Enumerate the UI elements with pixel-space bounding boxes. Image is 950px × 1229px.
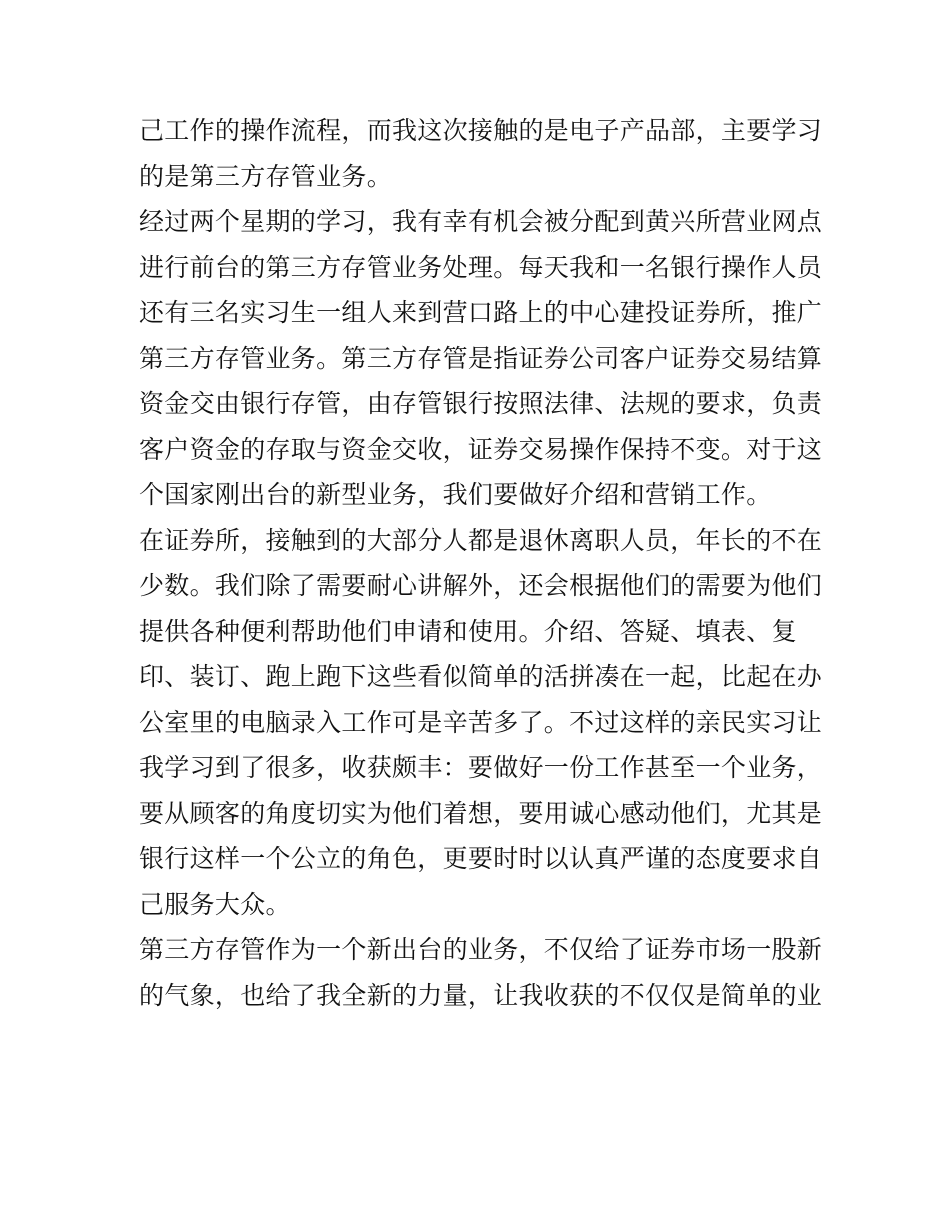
text-line-12: 提供各种便利帮助他们申请和使用。介绍、答疑、填表、复 (139, 616, 797, 646)
text-line-20: 的气象，也给了我全新的力量，让我收获的不仅仅是简单的业 (139, 980, 823, 1010)
text-line-6: 第三方存管业务。第三方存管是指证券公司客户证券交易结算 (139, 343, 823, 373)
body-text (139, 108, 823, 1018)
text-line-17: 银行这样一个公立的角色，更要时时以认真严谨的态度要求自 (139, 844, 823, 873)
text-line-18: 己服务大众。 (139, 889, 291, 919)
text-line-10: 在证券所，接触到的大部分人都是退休离职人员，年长的不在 (139, 525, 823, 555)
text-line-16: 要从顾客的角度切实为他们着想，要用诚心感动他们，尤其是 (139, 798, 823, 828)
text-line-14: 公室里的电脑录入工作可是辛苦多了。不过这样的亲民实习让 (139, 707, 823, 737)
text-line-3: 经过两个星期的学习，我有幸有机会被分配到黄兴所营业网点 (139, 207, 823, 236)
text-line-13: 印、装订、跑上跑下这些看似简单的活拼凑在一起，比起在办 (139, 662, 823, 691)
text-line-2: 的是第三方存管业务。 (139, 161, 393, 191)
text-line-5: 还有三名实习生一组人来到营口路上的中心建投证券所，推广 (139, 298, 823, 327)
text-line-8: 客户资金的存取与资金交收，证券交易操作保持不变。对于这 (139, 434, 823, 464)
text-line-9: 个国家刚出台的新型业务，我们要做好介绍和营销工作。 (139, 480, 772, 509)
text-line-19: 第三方存管作为一个新出台的业务，不仅给了证券市场一股新 (139, 935, 823, 964)
text-line-7: 资金交由银行存管，由存管银行按照法律、法规的要求，负责 (139, 389, 823, 418)
text-line-15: 我学习到了很多，收获颇丰：要做好一份工作甚至一个业务， (139, 753, 823, 782)
text-line-11: 少数。我们除了需要耐心讲解外，还会根据他们的需要为他们 (139, 571, 823, 600)
text-line-4: 进行前台的第三方存管业务处理。每天我和一名银行操作人员 (139, 252, 823, 282)
text-line-1: 己工作的操作流程，而我这次接触的是电子产品部，主要学习 (139, 116, 823, 145)
